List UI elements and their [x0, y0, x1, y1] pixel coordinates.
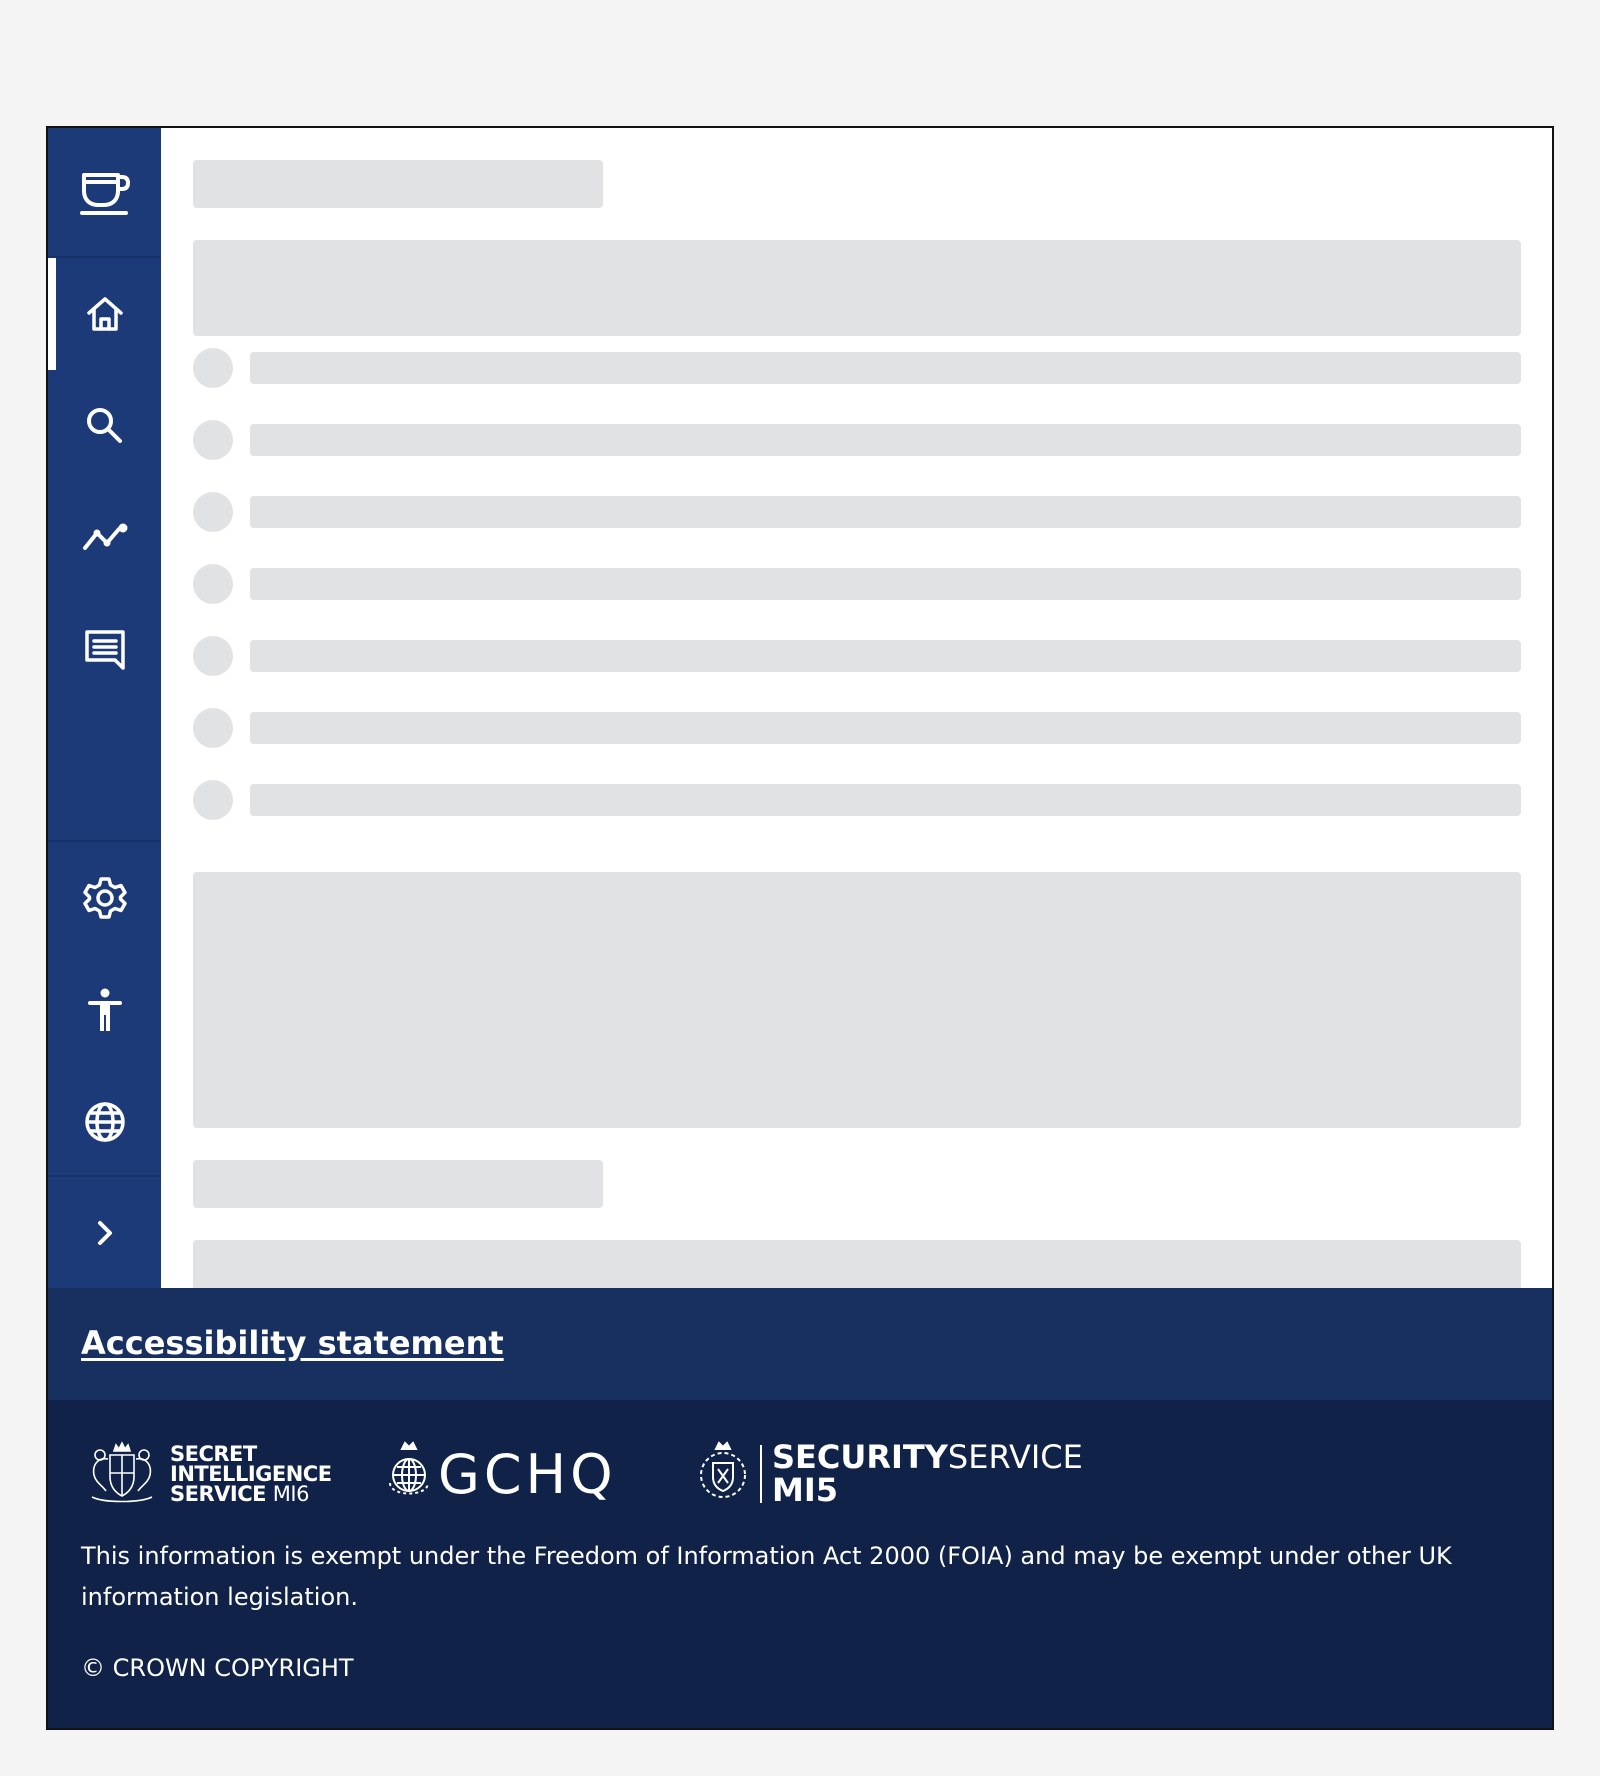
- royal-crest-icon: [84, 1439, 160, 1510]
- mi6-suffix: MI6: [272, 1482, 309, 1506]
- footer-agencies: [48, 1400, 1552, 1730]
- skeleton-card: [193, 872, 1521, 1128]
- skeleton-list-item: [250, 640, 1521, 672]
- skeleton-avatar: [193, 420, 233, 460]
- skeleton-list-item: [250, 352, 1521, 384]
- skeleton-avatar: [193, 348, 233, 388]
- chevron-right-icon: [95, 1219, 115, 1247]
- mi6-line-2: INTELLIGENCE: [170, 1462, 332, 1486]
- skeleton-avatar: [193, 564, 233, 604]
- sidebar-item-analytics[interactable]: [48, 482, 161, 594]
- sidebar-item-accessibility[interactable]: [48, 954, 161, 1066]
- mi5-divider: [760, 1445, 762, 1503]
- sidebar: [48, 128, 161, 1288]
- foia-notice: This information is exempt under the Freedom of Information Act 2000 (FOIA) and may be exempt under other UK information legislation.: [81, 1542, 1452, 1611]
- skeleton-subtitle: [193, 1160, 603, 1208]
- skeleton-banner: [193, 1240, 1521, 1288]
- skeleton-list-item: [250, 496, 1521, 528]
- sidebar-item-settings[interactable]: [48, 842, 161, 954]
- search-icon: [85, 406, 125, 446]
- skeleton-avatar: [193, 636, 233, 676]
- app-shell: [48, 128, 1552, 1288]
- mi5-security: SECURITY: [772, 1438, 948, 1476]
- gear-icon: [83, 876, 127, 920]
- skeleton-list-item: [250, 784, 1521, 816]
- skeleton-list-item: [250, 424, 1521, 456]
- skeleton-avatar: [193, 708, 233, 748]
- mi5-crest-icon: [694, 1439, 752, 1510]
- crown-copyright: © CROWN COPYRIGHT: [81, 1654, 354, 1682]
- skeleton-avatar: [193, 780, 233, 820]
- accessibility-icon: [85, 988, 125, 1032]
- sidebar-expand-button[interactable]: [48, 1177, 161, 1289]
- accessibility-statement-link[interactable]: Accessibility statement: [81, 1324, 504, 1362]
- gchq-crest-icon: [386, 1439, 432, 1510]
- message-icon: [83, 628, 127, 672]
- mi6-line-1: SECRET: [170, 1442, 257, 1466]
- skeleton-title: [193, 160, 603, 208]
- mi6-logo: [84, 1436, 332, 1512]
- mi5-label: MI5: [772, 1471, 839, 1509]
- skeleton-list-item: [250, 568, 1521, 600]
- app-logo[interactable]: [48, 128, 161, 256]
- skeleton-avatar: [193, 492, 233, 532]
- sidebar-item-search[interactable]: [48, 370, 161, 482]
- sidebar-item-language[interactable]: [48, 1066, 161, 1178]
- app-frame: [46, 126, 1554, 1730]
- cup-icon: [80, 167, 130, 217]
- main-content: [161, 128, 1552, 1288]
- agency-logos: [84, 1436, 1084, 1512]
- skeleton-banner: [193, 240, 1521, 336]
- skeleton-list-item: [250, 712, 1521, 744]
- footer-links-bar: [48, 1288, 1552, 1400]
- gchq-logo: [386, 1436, 617, 1512]
- sidebar-item-messages[interactable]: [48, 594, 161, 706]
- sidebar-item-home[interactable]: [48, 258, 161, 370]
- mi6-line-3: SERVICE: [170, 1482, 266, 1506]
- mi5-service: SERVICE: [947, 1438, 1083, 1476]
- trend-line-icon: [82, 523, 128, 553]
- globe-icon: [83, 1100, 127, 1144]
- mi5-logo: [694, 1436, 1083, 1512]
- gchq-wordmark: GCHQ: [438, 1442, 617, 1506]
- home-icon: [85, 294, 125, 334]
